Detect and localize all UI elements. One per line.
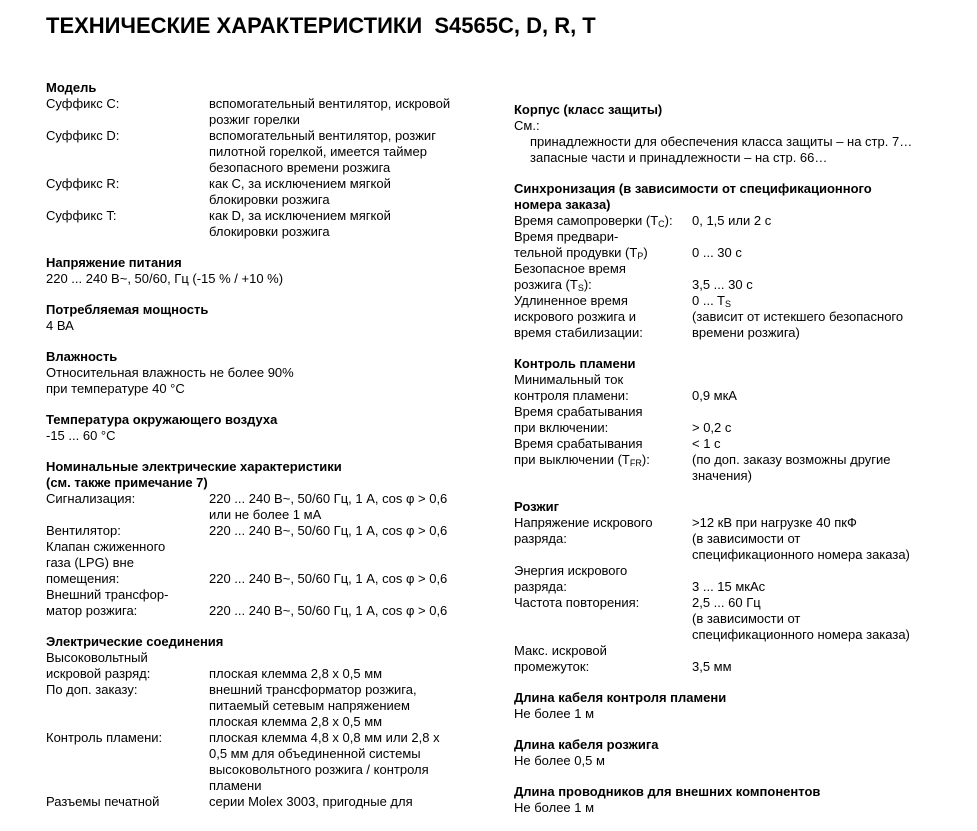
section-heading: Модель: [46, 80, 97, 95]
label-line: Время срабатывания: [514, 436, 643, 451]
spec-row: [46, 650, 486, 682]
spec-row: [46, 730, 486, 794]
value-line: серии Molex 3003, пригодные для: [209, 794, 413, 809]
spec-row: [514, 213, 954, 229]
value-line: 2,5 ... 60 Гц: [692, 595, 761, 610]
label-line: Сигнализация:: [46, 491, 136, 506]
spec-row: [46, 96, 486, 128]
section-humidity: [46, 349, 486, 397]
spec-text: -15 ... 60 °C: [46, 428, 116, 443]
value-line: значения): [692, 468, 752, 483]
spec-row: [46, 539, 486, 587]
value-line: вспомогательный вентилятор, розжиг: [209, 128, 436, 143]
value-line: плоская клемма 4,8 x 0,8 мм или 2,8 x: [209, 730, 440, 745]
spec-row: [46, 523, 486, 539]
value-line: 220 ... 240 В~, 50/60 Гц, 1 А, cos φ > 0,6: [209, 603, 448, 618]
spec-value: [209, 176, 486, 208]
spec-label: [46, 650, 209, 682]
section-ignition-cable: [514, 737, 954, 769]
section-external-wires: [514, 784, 954, 816]
value-line: (зависит от истекшего безопасного: [692, 309, 904, 324]
section-connections: [46, 634, 486, 810]
value-line: 3,5 мм: [692, 659, 732, 674]
label-line: искрового розжига и: [514, 309, 636, 324]
spec-label: [514, 293, 692, 341]
spec-value: [209, 794, 486, 810]
label-line: Контроль пламени:: [46, 730, 163, 745]
spec-label: Суффикс T:: [46, 208, 117, 223]
spec-label: [46, 730, 209, 794]
spec-value: [209, 208, 486, 240]
section-heading: Синхронизация (в зависимости от спецификационного: [514, 181, 872, 196]
spec-row: [46, 128, 486, 176]
label-line: Вентилятор:: [46, 523, 121, 538]
value-line: [692, 643, 954, 659]
spec-row: [514, 515, 954, 563]
label-line: Время срабатывания: [514, 404, 643, 419]
value-line: как D, за исключением мягкой: [209, 208, 391, 223]
right-column: [514, 102, 954, 831]
section-flame: [514, 356, 954, 484]
label-line: Напряжение искрового: [514, 515, 653, 530]
spec-label: [514, 372, 692, 404]
spec-value: [692, 436, 954, 484]
spec-row: [46, 587, 486, 619]
spec-text: Относительная влажность не более 90%: [46, 365, 294, 380]
label-line: контроля пламени:: [514, 388, 629, 403]
reference-item: запасные части и принадлежности – на стр. 66…: [530, 150, 828, 165]
spec-label: [46, 587, 209, 619]
section-sync: [514, 181, 954, 341]
spec-row: [514, 372, 954, 404]
spec-label: [46, 794, 209, 810]
label-line: Время предвари-: [514, 229, 619, 244]
spec-text: 220 ... 240 В~, 50/60, Гц (-15 % / +10 %): [46, 271, 284, 286]
value-line: спецификационного номера заказа): [692, 547, 910, 562]
value-line: (в зависимости от: [692, 531, 801, 546]
label-line: время стабилизации:: [514, 325, 643, 340]
section-ambient: [46, 412, 486, 444]
value-line: 0, 1,5 или 2 с: [692, 213, 772, 228]
value-subscript: S: [725, 299, 732, 309]
spec-label: [514, 261, 692, 293]
spec-row: [46, 208, 486, 240]
section-model: [46, 80, 486, 240]
section-housing: [514, 102, 954, 166]
value-line: розжиг горелки: [209, 112, 300, 127]
value-line: 220 ... 240 В~, 50/60 Гц, 1 А, cos φ > 0,6: [209, 491, 448, 506]
left-column: [46, 80, 486, 825]
label-line: Безопасное время: [514, 261, 626, 276]
value-line: [692, 563, 954, 579]
spec-value: [209, 730, 486, 794]
spec-value: [209, 491, 486, 523]
value-line: 220 ... 240 В~, 50/60 Гц, 1 А, cos φ > 0,6: [209, 571, 448, 586]
spec-label: Суффикс D:: [46, 128, 120, 143]
value-line: 3 ... 15 мкАс: [692, 579, 766, 594]
value-line: [692, 261, 954, 277]
value-line: [692, 372, 954, 388]
label-line: Клапан сжиженного: [46, 539, 166, 554]
value-text: 0 ... T: [692, 293, 725, 308]
spec-row: [46, 176, 486, 208]
section-heading: Корпус (класс защиты): [514, 102, 663, 117]
value-line: > 0,2 с: [692, 420, 732, 435]
spec-text: Не более 1 м: [514, 800, 595, 815]
section-heading: (см. также примечание 7): [46, 475, 208, 490]
value-line: [209, 587, 486, 603]
spec-value: [209, 96, 486, 128]
label-line: Энергия искрового: [514, 563, 628, 578]
label-subscript: S: [577, 283, 584, 293]
spec-row: [514, 643, 954, 675]
label-subscript: C: [658, 219, 665, 229]
spec-row: [514, 563, 954, 595]
spec-label: [514, 213, 692, 229]
value-line: >12 кВ при нагрузке 40 пкФ: [692, 515, 857, 530]
spec-row: [514, 261, 954, 293]
section-power: [46, 302, 486, 334]
spec-label: [514, 436, 692, 484]
value-line: плоская клемма 2,8 x 0,5 мм: [209, 714, 383, 729]
value-line: [209, 539, 486, 555]
spec-label: [514, 563, 692, 595]
label-line: Макс. искровой: [514, 643, 607, 658]
spec-value: [692, 515, 954, 563]
value-line: спецификационного номера заказа): [692, 627, 910, 642]
spec-label: Суффикс R:: [46, 176, 120, 191]
section-flame-cable: [514, 690, 954, 722]
label-text: тельной продувки (T: [514, 245, 638, 260]
label-subscript: FR: [629, 458, 642, 468]
section-heading: Контроль пламени: [514, 356, 636, 371]
spec-value: [692, 229, 954, 261]
spec-value: [692, 213, 954, 229]
section-heading: Длина проводников для внешних компонентов: [514, 784, 821, 799]
label-line: Внешний трансфор-: [46, 587, 169, 602]
spec-row: [514, 293, 954, 341]
spec-label: [46, 539, 209, 587]
value-line: [209, 555, 486, 571]
section-heading: номера заказа): [514, 197, 611, 212]
spec-value: [692, 643, 954, 675]
spec-label: [46, 682, 209, 730]
spec-row: [514, 404, 954, 436]
spec-row: [46, 491, 486, 523]
label-line: при включении:: [514, 420, 609, 435]
section-heading: Влажность: [46, 349, 118, 364]
value-line: [209, 650, 486, 666]
value-line: безопасного времени розжига: [209, 160, 391, 175]
label-line: разряда:: [514, 531, 567, 546]
value-line: (по доп. заказу возможны другие: [692, 452, 891, 467]
spec-label: [514, 515, 692, 563]
spec-text: при температуре 40 °C: [46, 381, 185, 396]
label-text: ):: [641, 452, 650, 467]
label-line: Высоковольтный: [46, 650, 148, 665]
spec-row: [46, 794, 486, 810]
value-line: вспомогательный вентилятор, искровой: [209, 96, 451, 111]
spec-value: [209, 539, 486, 587]
value-line: или не более 1 мА: [209, 507, 322, 522]
section-heading: Температура окружающего воздуха: [46, 412, 278, 427]
value-line: 220 ... 240 В~, 50/60 Гц, 1 А, cos φ > 0,6: [209, 523, 448, 538]
spec-value: [692, 595, 954, 643]
spec-row: [514, 436, 954, 484]
spec-text: См.:: [514, 118, 540, 133]
value-line: пилотной горелкой, имеется таймер: [209, 144, 427, 159]
value-line: внешний трансформатор розжига,: [209, 682, 417, 697]
value-line: (в зависимости от: [692, 611, 801, 626]
spec-label: [514, 229, 692, 261]
section-ratings: [46, 459, 486, 619]
spec-value: [209, 650, 486, 682]
label-subscript: P: [637, 251, 644, 261]
value-line: как С, за исключением мягкой: [209, 176, 391, 191]
section-heading: Длина кабеля контроля пламени: [514, 690, 727, 705]
label-line: помещения:: [46, 571, 120, 586]
value-line: пламени: [209, 778, 262, 793]
spec-value: [209, 128, 486, 176]
value-line: времени розжига): [692, 325, 800, 340]
spec-value: [692, 372, 954, 404]
section-heading: Номинальные электрические характеристики: [46, 459, 342, 474]
label-text: ):: [664, 213, 673, 228]
spec-value: [209, 682, 486, 730]
label-text: при выключении (T: [514, 452, 630, 467]
label-line: Разъемы печатной: [46, 794, 160, 809]
spec-value: [209, 587, 486, 619]
reference-item: принадлежности для обеспечения класса защиты – на стр. 7…: [530, 134, 913, 149]
section-ignition: [514, 499, 954, 675]
label-line: газа (LPG) вне: [46, 555, 134, 570]
label-text: розжига (T: [514, 277, 578, 292]
label-text: ):: [583, 277, 592, 292]
value-line: питаемый сетевым напряжением: [209, 698, 410, 713]
section-heading: Напряжение питания: [46, 255, 182, 270]
label-line: искровой разряд:: [46, 666, 151, 681]
value-line: плоская клемма 2,8 x 0,5 мм: [209, 666, 383, 681]
spec-value: [692, 293, 954, 341]
section-heading: Длина кабеля розжига: [514, 737, 659, 752]
value-line: блокировки розжига: [209, 224, 330, 239]
spec-text: Не более 0,5 м: [514, 753, 605, 768]
value-line: 0,5 мм для объединенной системы: [209, 746, 421, 761]
spec-label: Суффикс C:: [46, 96, 120, 111]
value-line: < 1 с: [692, 436, 721, 451]
label-line: Частота повторения:: [514, 595, 640, 610]
spec-row: [514, 595, 954, 643]
section-voltage: [46, 255, 486, 287]
spec-label: [514, 643, 692, 675]
value-line: блокировки розжига: [209, 192, 330, 207]
value-line: 0 ... 30 с: [692, 245, 742, 260]
spec-value: [692, 563, 954, 595]
value-line: 3,5 ... 30 с: [692, 277, 753, 292]
label-text: ): [643, 245, 648, 260]
spec-label: [46, 491, 209, 523]
spec-label: [46, 523, 209, 539]
section-heading: Электрические соединения: [46, 634, 224, 649]
spec-row: [514, 229, 954, 261]
spec-text: 4 ВА: [46, 318, 74, 333]
page-title: ТЕХНИЧЕСКИЕ ХАРАКТЕРИСТИКИ S4565C, D, R, T: [46, 13, 596, 38]
value-line: высоковольтного розжига / контроля: [209, 762, 429, 777]
spec-row: [46, 682, 486, 730]
value-line: [692, 404, 954, 420]
label-line: промежуток:: [514, 659, 590, 674]
spec-text: Не более 1 м: [514, 706, 595, 721]
spec-value: [692, 261, 954, 293]
spec-value: [209, 523, 486, 539]
section-heading: Потребляемая мощность: [46, 302, 209, 317]
label-line: разряда:: [514, 579, 567, 594]
label-line: Минимальный ток: [514, 372, 624, 387]
label-line: матор розжига:: [46, 603, 138, 618]
value-line: [692, 229, 954, 245]
spec-label: [514, 404, 692, 436]
spec-label: [514, 595, 692, 643]
label-line: Удлиненное время: [514, 293, 628, 308]
spec-value: [692, 404, 954, 436]
value-line: 0,9 мкА: [692, 388, 737, 403]
label-text: Время самопроверки (T: [514, 213, 659, 228]
section-heading: Розжиг: [514, 499, 560, 514]
label-line: По доп. заказу:: [46, 682, 138, 697]
